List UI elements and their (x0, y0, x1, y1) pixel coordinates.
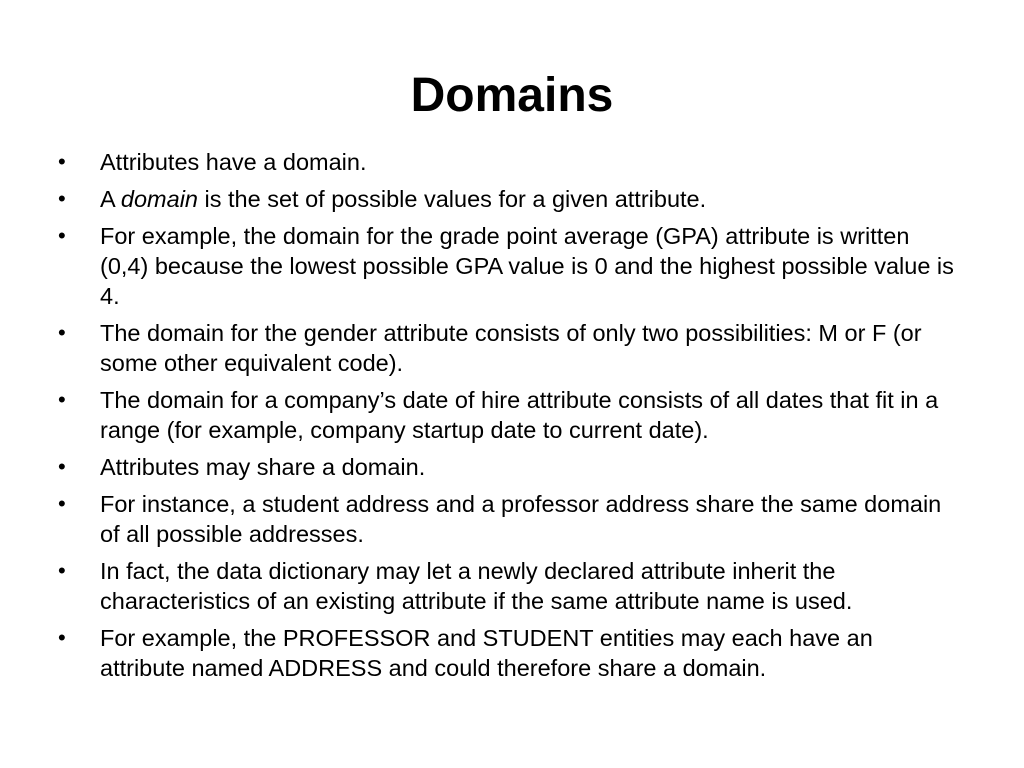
bullet-text: In fact, the data dictionary may let a newly declared attribute inherit the characteristics of an existing attribute if the same attribute name is used. (100, 558, 853, 614)
bullet-icon: • (58, 558, 66, 583)
bullet-icon: • (58, 491, 66, 516)
bullet-text-prefix: A (100, 186, 121, 212)
slide-title: Domains (410, 69, 614, 122)
list-item (58, 147, 958, 177)
bullet-text-emphasis: domain (120, 186, 198, 212)
list-item (58, 489, 958, 549)
bullet-icon: • (58, 387, 66, 412)
bullet-icon: • (58, 320, 66, 345)
bullet-text: For instance, a student address and a professor address share the same domain of all possible addresses. (100, 491, 942, 547)
bullet-text-suffix: is the set of possible values for a given attribute. (198, 186, 707, 212)
list-item (58, 623, 958, 683)
list-item (58, 221, 958, 311)
bullet-text: The domain for a company’s date of hire attribute consists of all dates that fit in a range (for example, company startup date to current date). (100, 387, 939, 443)
list-item (58, 556, 958, 616)
list-item (58, 318, 958, 378)
bullet-text: The domain for the gender attribute consists of only two possibilities: M or F (or some other equivalent code). (100, 320, 922, 376)
bullet-text: Attributes have a domain. (100, 149, 367, 175)
bullet-icon: • (58, 223, 66, 248)
bullet-list (58, 147, 958, 690)
bullet-text: For example, the domain for the grade point average (GPA) attribute is written (0,4) because the lowest possible GPA value is 0 and the highest possible value is 4. (100, 223, 954, 309)
bullet-text: Attributes may share a domain. (100, 454, 426, 480)
bullet-text: For example, the PROFESSOR and STUDENT entities may each have an attribute named ADDRESS and could therefore share a domain. (100, 625, 873, 681)
bullet-icon: • (58, 186, 66, 211)
list-item (58, 385, 958, 445)
bullet-icon: • (58, 625, 66, 650)
list-item (58, 452, 958, 482)
list-item (58, 184, 958, 214)
bullet-icon: • (58, 149, 66, 174)
bullet-icon: • (58, 454, 66, 479)
